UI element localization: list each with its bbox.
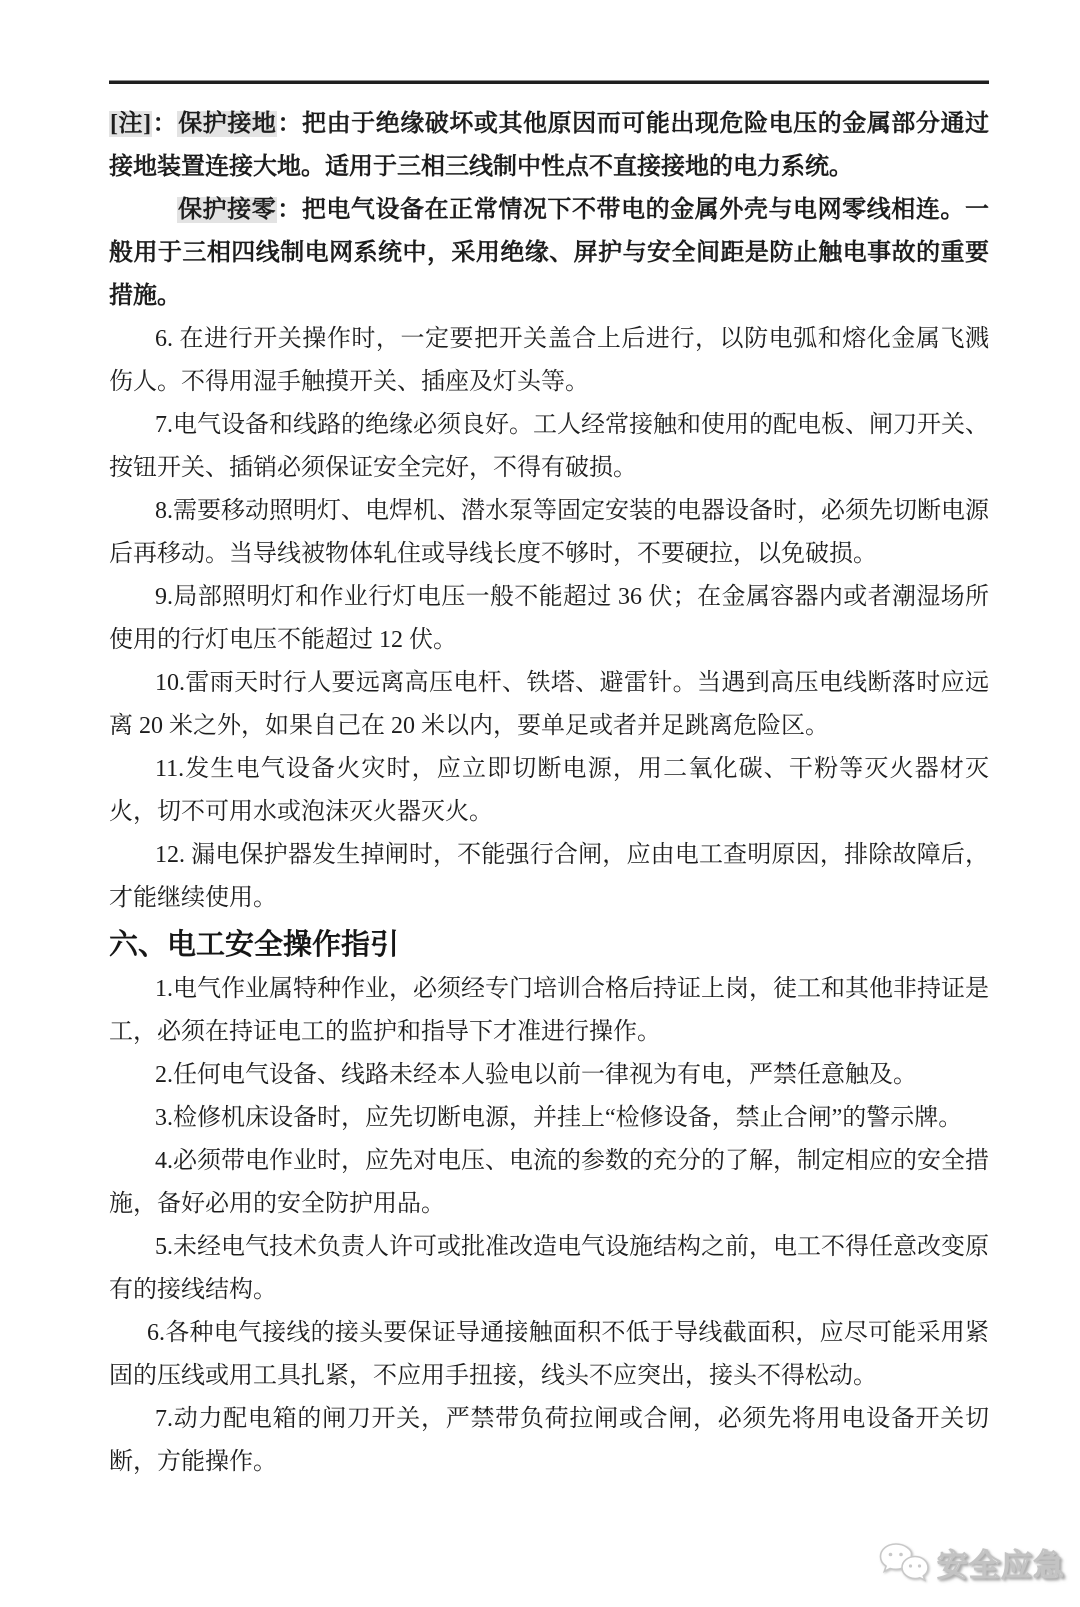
list-item: 2.任何电气设备、线路未经本人验电以前一律视为有电，严禁任意触及。 — [155, 1062, 917, 1088]
list-item: 6.各种电气接线的接头要保证导通接触面积不低于导线截面积，应尽可能采用紧固的压线或用工具扎紧，不应用手扭接，线头不应突出，接头不得松动。 — [109, 1320, 989, 1389]
list-item: 10.雷雨天时行人要远离高压电杆、铁塔、避雷针。当遇到高压电线断落时应远离 20 米之外，如果自己在 20 米以内，要单足或者并足跳离危险区。 — [109, 670, 989, 739]
note-paragraph-neutral-connection — [109, 189, 989, 318]
note-tag-highlight: [注] — [110, 111, 152, 137]
note-body: 把由于绝缘破坏或其他原因而可能出现危险电压的金属部分通过接地装置连接大地。适用于三相三线制中性点不直接接地的电力系统。 — [109, 111, 990, 180]
list-item: 3.检修机床设备时，应先切断电源，并挂上“检修设备，禁止合闸”的警示牌。 — [155, 1105, 963, 1131]
term-colon: ： — [277, 197, 302, 223]
page-content — [0, 80, 1080, 1484]
list-item: 12. 漏电保护器发生掉闸时，不能强行合闸，应由电工查明原因，排除故障后，才能继续使用。 — [109, 842, 989, 911]
list-item: 4.必须带电作业时，应先对电压、电流的参数的充分的了解，制定相应的安全措施，备好必用的安全防护用品。 — [109, 1148, 989, 1217]
term-highlight-protective-grounding: 保护接地 — [178, 111, 277, 137]
section-title-electrician-safety-guide: 六、电工安全操作指引 — [109, 929, 400, 961]
list-item: 8.需要移动照明灯、电焊机、潜水泵等固定安装的电器设备时，必须先切断电源后再移动。当导线被物体轧住或导线长度不够时，不要硬拉，以免破损。 — [109, 498, 989, 567]
watermark — [877, 1540, 1065, 1585]
wechat-icon — [877, 1541, 931, 1585]
list-item: 7.电气设备和线路的绝缘必须良好。工人经常接触和使用的配电板、闸刀开关、按钮开关、插销必须保证安全完好，不得有破损。 — [109, 412, 989, 481]
note-body: 把电气设备在正常情况下不带电的金属外壳与电网零线相连。一般用于三相四线制电网系统中，采用绝缘、屏护与安全间距是防止触电事故的重要措施。 — [109, 197, 989, 309]
note-paragraph-grounding — [109, 103, 989, 189]
term-colon: ： — [277, 111, 303, 137]
list-item: 11.发生电气设备火灾时，应立即切断电源，用二氧化碳、干粉等灭火器材灭火，切不可用水或泡沫灭火器灭火。 — [109, 756, 989, 825]
list-item: 9.局部照明灯和作业行灯电压一般不能超过 36 伏；在金属容器内或者潮湿场所使用的行灯电压不能超过 12 伏。 — [109, 584, 989, 653]
document-page — [0, 80, 1080, 1583]
list-item: 5.未经电气技术负责人许可或批准改造电气设施结构之前，电工不得任意改变原有的接线结构。 — [109, 1234, 989, 1303]
list-item: 7.动力配电箱的闸刀开关，严禁带负荷拉闸或合闸，必须先将用电设备开关切断，方能操作。 — [109, 1406, 989, 1475]
watermark-label: 安全应急 — [937, 1548, 1065, 1583]
list-item: 1.电气作业属特种作业，必须经专门培训合格后持证上岗，徒工和其他非持证是工，必须在持证电工的监护和指导下才准进行操作。 — [109, 976, 989, 1045]
list-item: 6. 在进行开关操作时，一定要把开关盖合上后进行，以防电弧和熔化金属飞溅伤人。不得用湿手触摸开关、插座及灯头等。 — [109, 326, 989, 395]
electrician-operation-guide-list — [109, 968, 989, 1484]
term-highlight-protective-neutral: 保护接零 — [178, 197, 277, 223]
note-colon: ： — [152, 111, 178, 137]
top-rule — [109, 80, 989, 84]
safety-rules-list — [109, 318, 989, 920]
